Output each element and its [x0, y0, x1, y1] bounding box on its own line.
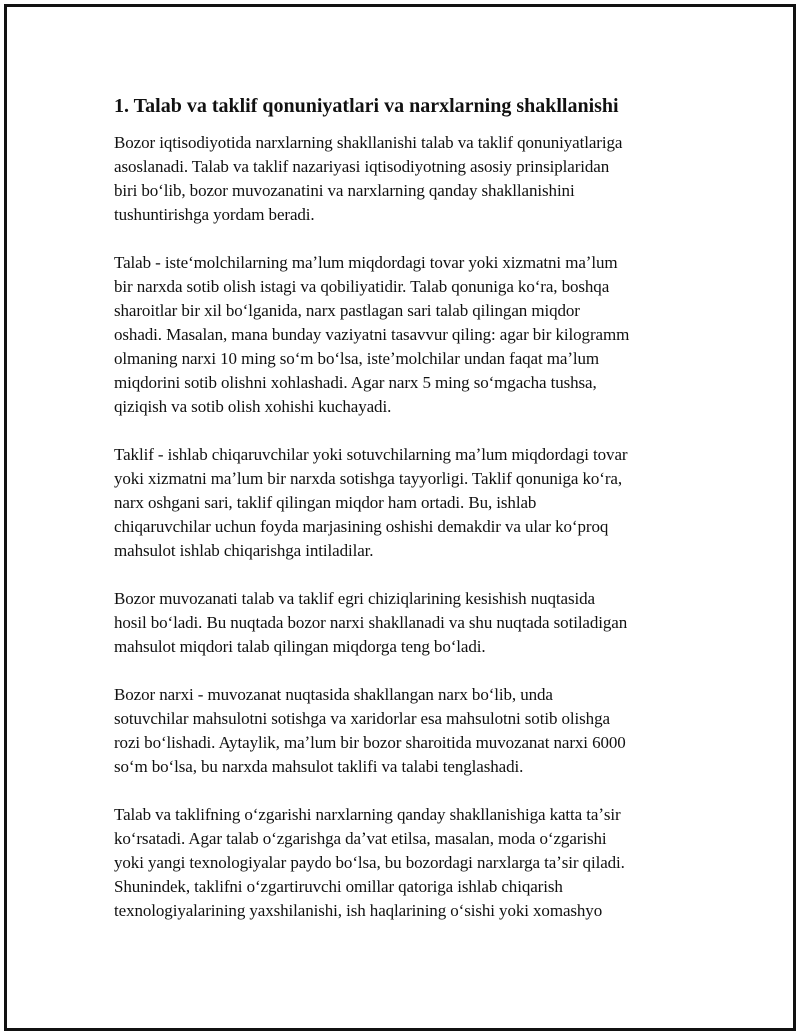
- text-line: Bozor narxi - muvozanat nuqtasida shakllangan narx boʻlib, unda: [114, 685, 553, 704]
- paragraph-demand: [114, 251, 694, 419]
- paragraph-intro: [114, 131, 694, 227]
- text-line: koʻrsatadi. Agar talab oʻzgarishga daʼvat etilsa, masalan, moda oʻzgarishi: [114, 829, 607, 848]
- text-line: yoki xizmatni maʼlum bir narxda sotishga tayyorligi. Taklif qonuniga koʻra,: [114, 469, 622, 488]
- section-heading: 1. Talab va taklif qonuniyatlari va narxlarning shakllanishi: [114, 95, 619, 117]
- paragraph-market-price: [114, 683, 694, 779]
- text-line: yoki yangi texnologiyalar paydo boʻlsa, bu bozordagi narxlarga taʼsir qiladi.: [114, 853, 625, 872]
- text-line: Talab - isteʻmolchilarning maʼlum miqdordagi tovar yoki xizmatni maʼlum: [114, 253, 618, 272]
- text-line: Talab va taklifning oʻzgarishi narxlarning qanday shakllanishiga katta taʼsir: [114, 805, 621, 824]
- text-line: qiziqish va sotib olish xohishi kuchayadi.: [114, 397, 392, 416]
- text-line: rozi boʻlishadi. Aytaylik, maʼlum bir bozor sharoitida muvozanat narxi 6000: [114, 733, 626, 752]
- text-line: mahsulot ishlab chiqarishga intiladilar.: [114, 541, 374, 560]
- text-line: sotuvchilar mahsulotni sotishga va xaridorlar esa mahsulotni sotib olishga: [114, 709, 610, 728]
- document-body: [114, 93, 694, 947]
- text-line: bir narxda sotib olish istagi va qobiliyatidir. Talab qonuniga koʻra, boshqa: [114, 277, 610, 296]
- text-line: chiqaruvchilar uchun foyda marjasining oshishi demakdir va ular koʻproq: [114, 517, 609, 536]
- text-line: miqdorini sotib olishni xohlashadi. Agar narx 5 ming soʻmgacha tushsa,: [114, 373, 597, 392]
- text-line: Bozor iqtisodiyotida narxlarning shakllanishi talab va taklif qonuniyatlariga: [114, 133, 623, 152]
- text-line: narx oshgani sari, taklif qilingan miqdor ham ortadi. Bu, ishlab: [114, 493, 537, 512]
- text-line: biri boʻlib, bozor muvozanatini va narxlarning qanday shakllanishini: [114, 181, 575, 200]
- text-line: tushuntirishga yordam beradi.: [114, 205, 315, 224]
- text-line: Bozor muvozanati talab va taklif egri chiziqlarining kesishish nuqtasida: [114, 589, 595, 608]
- text-line: sharoitlar bir xil boʻlganida, narx pastlagan sari talab qilingan miqdor: [114, 301, 580, 320]
- text-line: olmaning narxi 10 ming soʻm boʻlsa, isteʼmolchilar undan faqat maʼlum: [114, 349, 600, 368]
- text-line: asoslanadi. Talab va taklif nazariyasi iqtisodiyotning asosiy prinsiplaridan: [114, 157, 610, 176]
- text-line: Taklif - ishlab chiqaruvchilar yoki sotuvchilarning maʼlum miqdordagi tovar: [114, 445, 628, 464]
- text-line: hosil boʻladi. Bu nuqtada bozor narxi shakllanadi va shu nuqtada sotiladigan: [114, 613, 628, 632]
- paragraph-equilibrium: [114, 587, 694, 659]
- text-line: oshadi. Masalan, mana bunday vaziyatni tasavvur qiling: agar bir kilogramm: [114, 325, 630, 344]
- text-line: Shunindek, taklifni oʻzgartiruvchi omillar qatoriga ishlab chiqarish: [114, 877, 563, 896]
- text-line: texnologiyalarining yaxshilanishi, ish haqlarining oʻsishi yoki xomashyo: [114, 901, 603, 920]
- paragraph-supply: [114, 443, 694, 563]
- text-line: soʻm boʻlsa, bu narxda mahsulot taklifi va talabi tenglashadi.: [114, 757, 524, 776]
- paragraph-changes: [114, 803, 694, 923]
- text-line: mahsulot miqdori talab qilingan miqdorga teng boʻladi.: [114, 637, 486, 656]
